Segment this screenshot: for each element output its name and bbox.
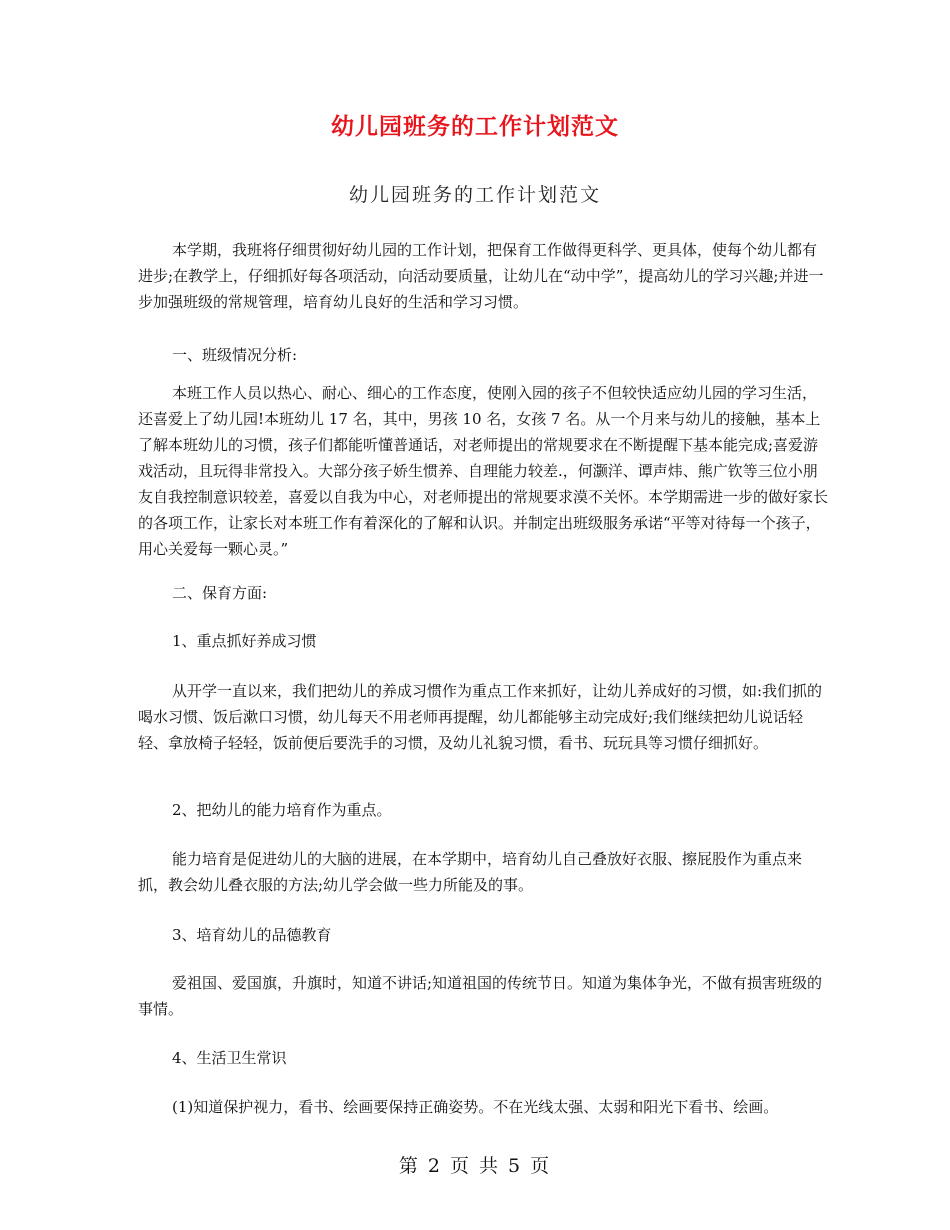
intro-paragraph: 本学期，我班将仔细贯彻好幼儿园的工作计划，把保育工作做得更科学、更具体，使每个幼儿都有进步;在教学上，仔细抓好每各项活动，向活动要质量，让幼儿在“动中学”，提高幼儿的学习兴趣;并进一步加强班级的常规管理，培育幼儿良好的生活和学习习惯。: [138, 241, 824, 311]
document-subtitle: 幼儿园班务的工作计划范文: [348, 184, 601, 206]
item2-paragraph: 能力培育是促进幼儿的大脑的进展，在本学期中，培育幼儿自己叠放好衣服、擦屁股作为重点来抓，教会幼儿叠衣服的方法;幼儿学会做一些力所能及的事。: [138, 850, 803, 894]
item3-paragraph: 爱祖国、爱国旗，升旗时，知道不讲话;知道祖国的传统节日。知道为集体争光，不做有损害班级的事情。: [138, 974, 823, 1018]
item1-paragraph: 从开学一直以来，我们把幼儿的养成习惯作为重点工作来抓好，让幼儿养成好的习惯，如:我们抓的喝水习惯、饭后漱口习惯，幼儿每天不用老师再提醒，幼儿都能够主动完成好;我们继续把幼儿说话轻轻、拿放椅子轻轻，饭前便后要洗手的习惯，及幼儿礼貌习惯，看书、玩玩具等习惯仔细抓好。: [138, 682, 823, 752]
item4-sub1-paragraph: (1)知道保护视力，看书、绘画要保持正确姿势。不在光线太强、太弱和阳光下看书、绘画。: [172, 1098, 779, 1116]
section1-paragraph: 本班工作人员以热心、耐心、细心的工作态度，使刚入园的孩子不但较快适应幼儿园的学习生活，还喜爱上了幼儿园!本班幼儿 17 名，其中，男孩 10 名，女孩 7 名。从一个月来与幼儿的接触，基本上了解本班幼儿的习惯，孩子们都能听懂普通话，对老师提出的常规要求在不断提醒下基本能完成;喜爱游戏活动，且玩得非常投入。大部分孩子娇生惯养、自理能力较差.，何灏洋、谭声炜、熊广钦等三位小朋友自我控制意识较差，喜爱以自我为中心，对老师提出的常规要求漠不关怀。本学期需进一步的做好家长的各项工作，让家长对本班工作有着深化的了解和认识。并制定出班级服务承诺“平等对待每一个孩子，用心关爱每一颗心灵。”: [138, 384, 829, 558]
page-indicator: 第 2 页 共 5 页: [398, 1155, 552, 1177]
item2-heading: 2、把幼儿的能力培育作为重点。: [172, 801, 392, 819]
document-title: 幼儿园班务的工作计划范文: [331, 114, 619, 140]
item3-heading: 3、培育幼儿的品德教育: [172, 926, 332, 944]
item1-heading: 1、重点抓好养成习惯: [172, 632, 317, 650]
section1-heading: 一、班级情况分析:: [172, 346, 298, 364]
item4-heading: 4、生活卫生常识: [172, 1049, 287, 1067]
section2-heading: 二、保育方面:: [172, 584, 268, 602]
